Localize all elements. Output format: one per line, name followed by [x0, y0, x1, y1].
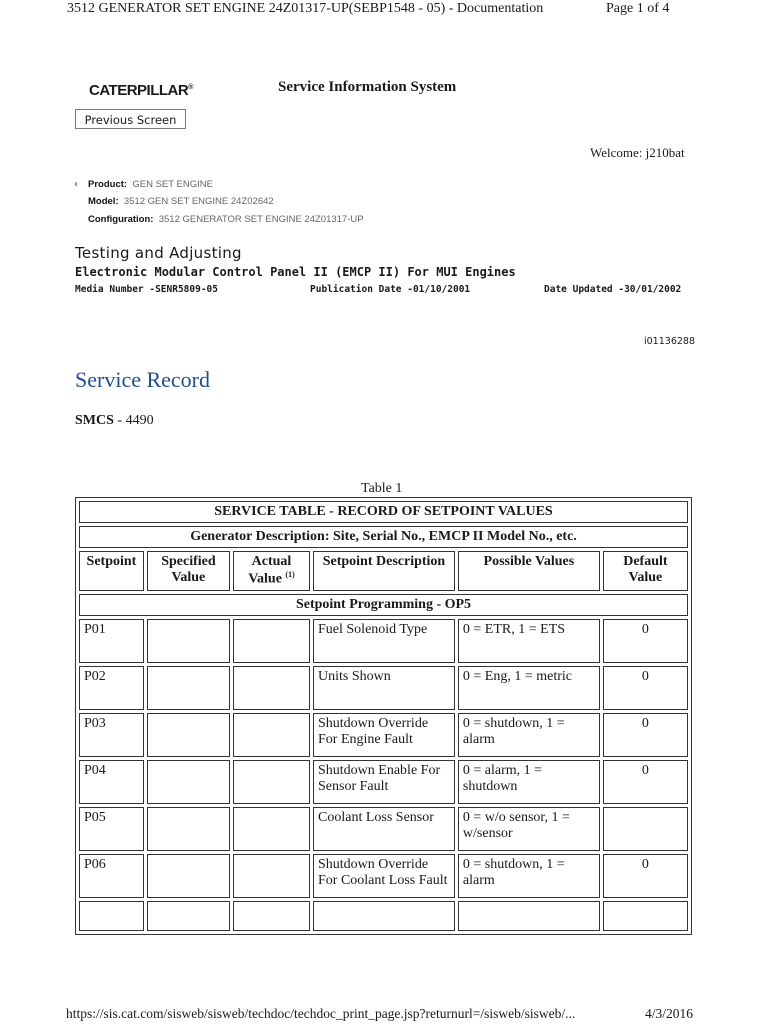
header-setpoint: Setpoint [79, 551, 144, 591]
setpoint-cell: P02 [79, 666, 144, 710]
description-cell: Shutdown Override For Engine Fault [313, 713, 455, 757]
table-row [79, 807, 688, 851]
default-value-cell: 0 [603, 619, 688, 663]
actual-value-cell [233, 713, 310, 757]
print-header-title: 3512 GENERATOR SET ENGINE 24Z01317-UP(SEBP1548 - 05) - Documentation [67, 1, 544, 16]
previous-screen-button[interactable]: Previous Screen [75, 109, 186, 129]
description-cell: Units Shown [313, 666, 455, 710]
possible-values-cell: 0 = w/o sensor, 1 = w/sensor [458, 807, 600, 851]
caterpillar-logo: CATERPILLAR® [89, 82, 193, 99]
possible-values-cell: 0 = Eng, 1 = metric [458, 666, 600, 710]
header-setpoint-description: Setpoint Description [313, 551, 455, 591]
header-actual-value: Actual Value $^{(1)}$ [233, 551, 310, 591]
header-possible-values: Possible Values [458, 551, 600, 591]
table-row [79, 713, 688, 757]
table-title: SERVICE TABLE - RECORD OF SETPOINT VALUES [79, 501, 688, 523]
description-cell: Coolant Loss Sensor [313, 807, 455, 851]
actual-value-cell [233, 760, 310, 804]
default-value-cell: 0 [603, 666, 688, 710]
actual-value-cell [233, 807, 310, 851]
chevron-left-icon[interactable]: ‹ [74, 179, 78, 190]
section-heading: Testing and Adjusting [75, 244, 242, 262]
header-default-value: Default Value [603, 551, 688, 591]
description-cell: Fuel Solenoid Type [313, 619, 455, 663]
print-footer-url: https://sis.cat.com/sisweb/sisweb/techdoc/techdoc_print_page.jsp?returnurl=/sisweb/sisweb/... [66, 1006, 576, 1021]
possible-values-cell: 0 = alarm, 1 = shutdown [458, 760, 600, 804]
table-row [79, 619, 688, 663]
specified-value-cell [147, 713, 230, 757]
table-row [79, 666, 688, 710]
table-row [79, 854, 688, 898]
document-subtitle: Electronic Modular Control Panel II (EMCP II) For MUI Engines [75, 265, 516, 279]
header-row [79, 551, 688, 591]
specified-value-cell [147, 854, 230, 898]
publication-date: Publication Date -01/10/2001 [310, 284, 471, 295]
setpoint-cell: P05 [79, 807, 144, 851]
smcs-code: SMCS - 4490 [75, 413, 154, 428]
product-line: Product: GEN SET ENGINE [88, 179, 213, 190]
table-body [79, 619, 688, 898]
actual-value-cell [233, 666, 310, 710]
description-cell: Shutdown Override For Coolant Loss Fault [313, 854, 455, 898]
actual-value-cell [233, 854, 310, 898]
group-heading: Setpoint Programming - OP5 [79, 594, 688, 616]
document-id: i01136288 [644, 336, 695, 347]
header-specified-value: Specified Value [147, 551, 230, 591]
table-row-partial [79, 901, 688, 931]
welcome-text: Welcome: j210bat [590, 145, 685, 160]
setpoint-cell: P06 [79, 854, 144, 898]
print-header-page: Page 1 of 4 [606, 1, 670, 16]
description-cell: Shutdown Enable For Sensor Fault [313, 760, 455, 804]
configuration-line: Configuration: 3512 GENERATOR SET ENGINE 24Z01317-UP [88, 214, 364, 225]
service-table [75, 497, 692, 935]
setpoint-cell: P01 [79, 619, 144, 663]
possible-values-cell: 0 = shutdown, 1 = alarm [458, 713, 600, 757]
possible-values-cell: 0 = ETR, 1 = ETS [458, 619, 600, 663]
print-footer-date: 4/3/2016 [645, 1006, 694, 1021]
default-value-cell: 0 [603, 854, 688, 898]
specified-value-cell [147, 666, 230, 710]
possible-values-cell: 0 = shutdown, 1 = alarm [458, 854, 600, 898]
page-title: Service Record [75, 367, 210, 392]
generator-description: Generator Description: Site, Serial No., EMCP II Model No., etc. [79, 526, 688, 548]
setpoint-cell: P04 [79, 760, 144, 804]
model-line: Model: 3512 GEN SET ENGINE 24Z02642 [88, 196, 274, 207]
specified-value-cell [147, 619, 230, 663]
actual-value-cell [233, 619, 310, 663]
table-row [79, 760, 688, 804]
table-caption: Table 1 [361, 481, 403, 496]
default-value-cell: 0 [603, 760, 688, 804]
setpoint-cell: P03 [79, 713, 144, 757]
media-number: Media Number -SENR5809-05 [75, 284, 218, 295]
specified-value-cell [147, 760, 230, 804]
default-value-cell: 0 [603, 713, 688, 757]
date-updated: Date Updated -30/01/2002 [544, 284, 682, 295]
specified-value-cell [147, 807, 230, 851]
system-title: Service Information System [278, 79, 457, 95]
default-value-cell [603, 807, 688, 851]
